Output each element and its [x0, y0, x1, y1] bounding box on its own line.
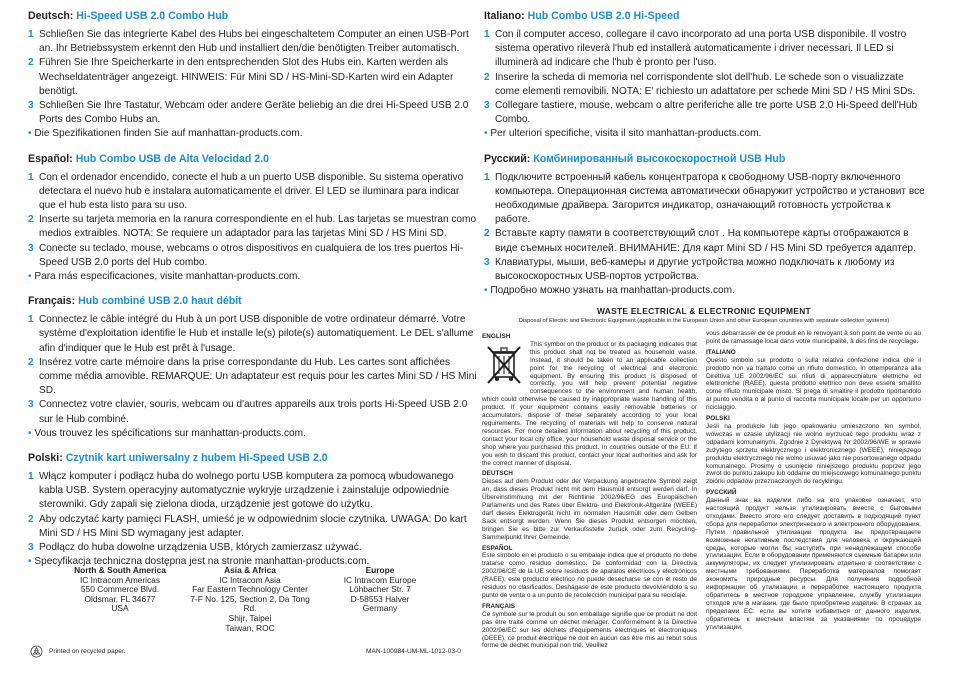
step-number: 2: [28, 356, 34, 368]
office-region: Asia & Africa: [224, 565, 276, 575]
instruction-step: [28, 213, 478, 241]
weee-text: This symbol on the product or its packaging indicates that this product shall not be treated as household waste. Instead, it should be taken to an applicable collection point for the recycling of electrical and electronic equipment. By ensuring this product is disposed of correctly, you will help prevent potential negative consequences to the environment and human health, which could otherwise be caused by inappropriate waste handling of this product. If your equipment contains easily removable batteries or accumulators, dispose of these separately according to your local requirements. The recycling of materials will help to conserve natural resources. For more detailed information about recycling of this product, contact your local city office, your household waste disposal service or the shop where you purchased this product. In countries outside of the EU: If you wish to discard this product, contact your local authorities and ask for the correct manner of disposal.: [482, 340, 697, 467]
address-line: 7-F No. 125, Section 2, Da Tong Rd.: [190, 593, 310, 614]
language-section: [28, 9, 478, 142]
bullet-icon: •: [484, 285, 491, 297]
step-text: Connectez votre clavier, souris, webcam ou d'autres appareils aux trois ports Hi-Speed USB 2.0 sur le Hub combiné.: [39, 399, 468, 425]
instruction-step: [28, 56, 478, 99]
weee-language-label: DEUTSCH: [482, 470, 513, 478]
instruction-step: [484, 71, 926, 99]
office-region: Europe: [365, 565, 395, 575]
step-text: Con el ordenador encendido, conecte el hub a un puerto USB disponible. Su sistema operativo detectara el nuevo hub e instalara automaticamente el driver. El LED se iluminara para indicar que el hub esta listo para su uso.: [39, 171, 464, 212]
weee-text: vous débarrasser de ce produit en le renvoyant à son point de vente ou au point de ramassage local dans votre municipalité, à des fins de recyclage.: [706, 330, 921, 345]
left-column: [28, 9, 478, 580]
weee-paragraph: [482, 611, 697, 651]
bullet-icon: •: [28, 271, 35, 283]
language-heading: [28, 294, 478, 308]
weee-paragraph: [482, 552, 697, 599]
weee-column-left: [482, 330, 697, 650]
address-line: 550 Commerce Blvd.: [80, 584, 160, 595]
instruction-step: [28, 99, 478, 127]
step-text: Schließen Sie Ihre Tastatur, Webcam oder andere Geräte beliebig an die drei Hi-Speed USB 2.0 Ports des Combo Hubs an.: [39, 100, 469, 126]
specifications-note: [28, 270, 478, 284]
step-number: 3: [28, 399, 34, 411]
product-title: Hub combiné USB 2.0 haut débit: [78, 295, 242, 308]
weee-text: Questo simbolo sui prodotto o sulla relativa confezione indica che il prodotto non va trattato come un rifiuto domestico. In ottemperanza alla Direttiva UE 2002/96/EC sui rifiuti di apparecchiature elettriche ed elettroniche (RAEE), questa prodotto elettrico non deve essere smaltito come rifiuto municipale misto. Si prega di smaltire il prodotto riportandolo al punto vendita o al punto di raccolta municipale locale per un opportuno riciclaggio.: [706, 356, 921, 412]
language-label: Français:: [28, 295, 76, 308]
instruction-step: [28, 541, 478, 555]
step-number: 3: [484, 256, 490, 268]
step-text: Con il computer acceso, collegare il cavo incorporato ad una porta USB disponibile. Il vostro sistema operativo rileverà l'hub ed installerà automaticamente i driver necessari. Il LED si illuminerà ad indicare che l'hub è pronto per l'uso.: [495, 29, 907, 69]
weee-text: Dieses auf dem Produkt oder der Verpackung angebrachte Symbol zeigt an, dass dieses Produkt nicht mit dem Hausmüll entsorgt werden darf. In Übereinstimmung mit der Richtlinie 2002/96/EG des Europäischen Parlaments und des Rates über Elektro- und Elektronik-Altgeräte (WEEE) darf dieses Elektrogerät nicht im normalen Hausmüll oder dem Gelben Sack entsorgt werden. Wenn Sie dieses Produkt entsorgen möchten, bringen Sie es bitte zur Verkaufsstelle zurück oder zum Recycling-Sammelpunkt Ihrer Gemeinde.: [482, 478, 697, 541]
instruction-step: [484, 28, 926, 71]
product-title: Комбинированный высокоскоростной USB Hub: [533, 152, 786, 165]
step-text: Collegare tastiere, mouse, webcam o altre periferiche alle tre porte USB 2.0 Hi-Speed dell'Hub Combo.: [495, 100, 918, 126]
language-section: [28, 294, 478, 441]
address-line: IC Intracom Americas: [79, 574, 161, 585]
step-number: 1: [28, 29, 34, 40]
step-number: 1: [28, 171, 34, 183]
step-number: 3: [28, 242, 34, 254]
step-text: Подключите встроенный кабель концентратора к свободному USB-порту включенного компьютера. Операционная система автоматически обнаружит устройство и установит все необходимые драйвера. Загорится индикатор, означающий готовность устройства к работе.: [495, 171, 925, 226]
step-number: 1: [484, 171, 490, 183]
instruction-step: [28, 470, 478, 513]
language-label: Polski:: [28, 452, 63, 465]
language-heading: [28, 152, 478, 166]
step-text: Inserire la scheda di memoria nel corrispondente slot dell'hub. Le schede son o visualizzate come elementi removibili. NOTA: E' richiesto un adattatore per schede Mini SD / HS Mini SDs.: [495, 71, 916, 97]
address-line: Germany: [362, 603, 398, 614]
language-label: Русский:: [484, 152, 531, 165]
language-heading: [28, 451, 478, 465]
product-title: Hub Combo USB 2.0 Hi-Speed: [527, 10, 680, 22]
office-addresses: [60, 566, 440, 633]
specifications-note: [28, 427, 478, 441]
weee-paragraph: [706, 423, 921, 486]
weee-paragraph: [706, 497, 921, 631]
instruction-step: [28, 28, 478, 56]
step-text: Schließen Sie das integrierte Kabel des Hubs bei eingeschaltetem Computer an einen USB-Port an. Ihr Betriebssystem erkennt den Hub und installiert den/die benötigten Treiber automatisch.: [39, 29, 469, 55]
step-number: 2: [28, 214, 34, 226]
language-section: [28, 451, 478, 569]
bullet-icon: •: [28, 556, 35, 568]
weee-column-right: [706, 330, 921, 632]
weee-language-label: POLSKI: [706, 415, 730, 423]
specifications-text: Подробно можно узнать на manhattan-products.com.: [490, 285, 735, 297]
product-title: Czytnik kart uniwersalny z hubem Hi-Speed USB 2.0: [65, 452, 328, 465]
instruction-step: [28, 242, 478, 270]
address-line: Shijr, Taipei: [228, 612, 272, 623]
address-line: Taiwan, ROC: [225, 622, 275, 633]
instruction-step: [484, 256, 926, 284]
instruction-step: [28, 313, 478, 356]
language-label: Deutsch:: [28, 10, 74, 22]
step-number: 2: [484, 71, 490, 83]
step-number: 3: [484, 100, 490, 112]
office-address: [60, 566, 180, 633]
step-text: Вставьте карту памяти в соответствующий слот . На компьютере карты отображаются в виде съемных носителей. ВНИМАНИЕ: Для карт Mini SD / HS Mini SD требуется адаптер.: [495, 228, 916, 254]
weee-paragraph: [706, 357, 921, 412]
step-text: Podłącz do huba dowolne urządzenia USB, których zamierzasz używać.: [39, 542, 362, 554]
weee-language-label: ENGLISH: [482, 333, 511, 340]
step-text: Włącz komputer i podłącz huba do wolnego portu USB komputera za pomocą wbudowanego kabla USB. System operacyjny automatycznie wykryje urządzenie i zainstaluje odpowiednie sterowniki. Gdy zapali się zielona dioda, urządzenie jest gotowe do użytku.: [39, 471, 454, 511]
address-line: IC Intracom Europe: [343, 574, 417, 585]
right-column: [484, 9, 926, 308]
weee-text: Данный знак на изделии либо на его упаковке означает, что настоящий продукт нельзя утилизировать вместе с бытовыми отходами. Вместо этого его следует доставить в подходящий пункт сбора для переработки электрического и электронного оборудования. Путем правильной утилизации продукта вы предотвращаете возможные негативные последствия для человека и окружающей среды, которые могли бы наступить при ненадлежащем способе утилизации. Если в оборудовании применяются съемные батареи или аккумуляторы, их следует утилизировать отдельно в соответствии с местными требованиями. Переработка материалов помогает экономить природные ресурсы. Для получения подробной информации об утилизации и переработке настоящего продукта обратитесь в местное городское управление, службу утилизации отходов или в магазин, где было приобретено изделие. В странах за пределами ЕС: если вы хотите избавиться от данного изделия, обратитесь к местным властям за указаниями по процедуре утилизации.: [706, 497, 921, 631]
step-text: Aby odczytać karty pamięci FLASH, umieść je w odpowiednim slocie czytnika. UWAGA: Do kart Mini SD / HS Mini SD wymagany jest adapter.: [39, 513, 467, 539]
instruction-step: [28, 513, 478, 541]
weee-paragraph: [706, 330, 921, 346]
instruction-step: [484, 171, 926, 228]
address-line: D-58553 Halver: [350, 593, 410, 604]
step-number: 1: [28, 471, 34, 483]
weee-text: Ce symbole sur le produit ou son emballage signifie que ce produit ne doit pas être traité comme un déchet ménager. Conformément à la Directive 2002/96/EC sur les déchets d'équipements électriques et électroniques (DEEE), ce produit électrique ne doit en aucun cas être mis au rebut sous forme de déchet municipal non trié. Veuillez: [482, 610, 697, 650]
specifications-text: Die Spezifikationen finden Sie auf manhattan-products.com.: [34, 128, 303, 140]
weee-language-label: ITALIANO: [706, 348, 736, 356]
weee-subtitle: Disposal of Electric and Electronic Equipment (applicable in the European Union and other European countries with separate collection systems): [518, 318, 890, 324]
language-section: [28, 152, 478, 285]
crossed-bin-icon: [482, 343, 526, 387]
recycled-text: Printed on recycled paper.: [49, 648, 126, 655]
address-line: Far Eastern Technology Center: [192, 584, 308, 595]
instruction-step: [28, 398, 478, 426]
specifications-text: Per ulteriori specifiche, visita il sito manhattan-products.com.: [490, 128, 762, 140]
product-title: Hi-Speed USB 2.0 Combo Hub: [76, 10, 229, 22]
instruction-step: [28, 356, 478, 399]
language-heading: [484, 9, 926, 23]
language-section: [484, 9, 926, 142]
step-number: 2: [28, 57, 34, 69]
recycle-icon: [30, 645, 43, 658]
step-text: Клавиатуры, мыши, веб-камеры и другие устройства можно подключать к любому из высокоскоростных USB-портов устройства.: [495, 256, 895, 283]
address-line: IC Intracom Asia: [219, 574, 281, 585]
step-text: Connectez le câble intégré du Hub à un port USB disponible de votre ordinateur démarré. Votre système d'exploitation identifie le Hub et installe le(s) pilote(s) automatiquement. Le DEL s'allume afin d'indiquer que le Hub est prêt à l'usage.: [39, 314, 474, 354]
step-text: Insérez votre carte mémoire dans la prise correspondante du Hub. Les cartes sont affichées comme média amovible. REMARQUE: Un adaptateur est requis pour les cartes Mini SD / HS Mini SD.: [39, 356, 477, 397]
bullet-icon: •: [28, 427, 35, 439]
instruction-step: [484, 227, 926, 255]
office-address: [320, 566, 440, 633]
document-code: MAN-100984-UM-ML-1012-03-0: [366, 648, 461, 655]
step-number: 3: [28, 542, 34, 554]
instruction-step: [28, 171, 478, 214]
office-address: [190, 566, 310, 633]
instruction-step: [484, 99, 926, 127]
address-line: Löhbacher Str. 7: [349, 584, 411, 595]
language-section: [484, 152, 926, 299]
language-heading: [28, 9, 478, 23]
specifications-text: Para más especificaciones, visite manhattan-products.com.: [34, 271, 301, 283]
address-line: Oldsmar, FL 34677: [84, 593, 156, 604]
weee-text: Jeśli na produkcie lub jego opakowaniu umieszczono ten symbol, wówczas w czasie utylizacji nie wolno wyrzucać tego produktu wraz z odpadami komunalnymi. Zgodnie z Dyrektywą Nr 2002/96/WE w sprawie zużytego sprzętu elektrycznego i elektronicznego (WEEE), niniejszego produktu elektrycznego nie wolno usuwać jako nie posortowanego odpadu komunalnego. Prosimy o usunięcie niniejszego produktu poprzez jego zwrot do punktu zakupu lub oddanie do miejscowego komunalnego punktu zbiórki odpadów przeznaczonych do recyklingu.: [706, 422, 921, 486]
weee-language-label: FRANÇAIS: [482, 602, 516, 610]
weee-paragraph: [482, 478, 697, 541]
language-heading: [484, 152, 926, 166]
step-number: 1: [484, 29, 490, 40]
address-line: USA: [111, 603, 129, 614]
language-label: Italiano:: [484, 10, 525, 22]
weee-section: [482, 306, 926, 650]
bullet-icon: •: [484, 128, 491, 140]
step-text: Conecte su teclado, mouse, webcams o otros dispositivos en cualquiera de los tres puertos Hi-Speed USB 2.0 ports del Hub combo.: [39, 242, 464, 268]
specifications-note: [28, 127, 478, 141]
specifications-note: [484, 284, 926, 298]
weee-title: WASTE ELECTRICAL & ELECTRONIC EQUIPMENT: [597, 306, 811, 316]
step-number: 3: [28, 100, 34, 112]
office-region: North & South America: [74, 565, 166, 575]
specifications-note: [484, 127, 926, 141]
weee-text: Este símbolo en el producto o su embalaje indica que el producto no debe tratarse como residuo doméstico. De conformidad con la Directiva 2002/96/CE de la UE sobre residuos de aparatos eléctricos y electrónicos (RAEE), este producto eléctrico no puede desecharse se con el resto de residuos no clasificados. Deshágase de este producto devolviéndolo a su punto de venta o a un punto de recolección municipal para su reciclaje.: [482, 552, 697, 599]
weee-language-label: ESPAÑOL: [482, 544, 513, 552]
step-number: 2: [484, 228, 490, 240]
language-label: Español:: [28, 152, 73, 165]
bullet-icon: •: [28, 128, 35, 140]
specifications-text: Specyfikacja techniczna dostępna jest na stronie manhattan-products.com.: [34, 556, 370, 568]
weee-paragraph: [482, 341, 697, 468]
weee-language-label: РУССКИЙ: [706, 489, 737, 497]
step-number: 2: [28, 513, 34, 525]
step-number: 1: [28, 314, 34, 326]
step-text: Inserte su tarjeta memoria en la ranura correspondiente en el hub. Las tarjetas se muestran como medios extraibles. NOTA: Se requiere un adaptador para las tarjetas Mini SD / HS Mini SD.: [39, 214, 477, 240]
product-title: Hub Combo USB de Alta Velocidad 2.0: [75, 152, 269, 165]
recycled-note: [30, 645, 126, 658]
step-text: Führen Sie Ihre Speicherkarte in den entsprechenden Slot des Hubs ein. Karten werden als Wechseldatenträger angezeigt. HINWEIS: Für Mini SD / HS-Mini-SD-Karten wird ein Adapter benötigt.: [39, 57, 454, 97]
specifications-text: Vous trouvez les spécifications sur manhattan-products.com.: [34, 427, 306, 439]
